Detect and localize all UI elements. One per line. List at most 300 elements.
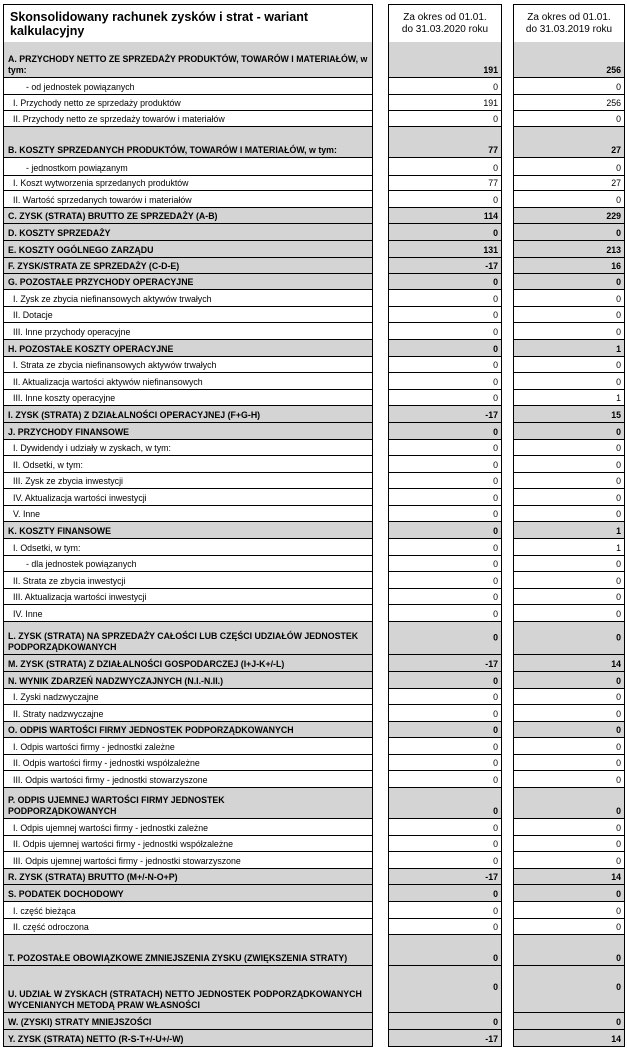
row-value-2019: 0 [616, 592, 621, 602]
row-value-2019: 0 [616, 228, 621, 238]
table-row [3, 274, 625, 290]
row-value-2020-cell [388, 1013, 502, 1030]
table-row [3, 755, 625, 771]
row-value-2019: 0 [616, 725, 621, 735]
row-value-2019: 0 [616, 856, 621, 866]
table-row [3, 158, 625, 176]
row-value-2019-cell [513, 224, 625, 241]
row-value-2020: 0 [493, 953, 498, 963]
header-period-2020 [388, 4, 502, 42]
table-row [3, 127, 625, 158]
row-label-cell [3, 78, 373, 95]
row-value-2019: 0 [616, 982, 621, 992]
row-value-2020: 0 [493, 839, 498, 849]
row-value-2019-cell [513, 819, 625, 836]
row-label-cell [3, 390, 373, 406]
row-label: L. ZYSK (STRATA) NA SPRZEDAŻY CAŁOŚCI LUB CZĘŚCI UDZIAŁÓW JEDNOSTEK PODPORZĄDKOWANYCH [8, 631, 359, 652]
row-value-2019-cell [513, 506, 625, 522]
row-value-2019-cell [513, 258, 625, 274]
row-value-2020-cell [388, 902, 502, 919]
row-label: K. KOSZTY FINANSOWE [8, 526, 111, 536]
row-label-cell [3, 522, 373, 539]
row-value-2019-cell [513, 390, 625, 406]
row-value-2020: 0 [493, 725, 498, 735]
row-value-2019-cell [513, 655, 625, 672]
row-value-2019-cell [513, 307, 625, 323]
row-value-2020-cell [388, 755, 502, 771]
row-value-2019-cell [513, 556, 625, 572]
row-value-2020: 0 [493, 823, 498, 833]
row-value-2020-cell [388, 241, 502, 258]
table-row [3, 556, 625, 572]
row-label-cell [3, 722, 373, 738]
row-label-cell [3, 176, 373, 191]
row-value-2019-cell [513, 935, 625, 966]
row-value-2020: 0 [493, 676, 498, 686]
row-value-2020: 0 [493, 377, 498, 387]
row-label: B. KOSZTY SPRZEDANYCH PRODUKTÓW, TOWARÓW I MATERIAŁÓW, w tym: [8, 145, 337, 155]
row-value-2019-cell [513, 42, 625, 78]
table-row [3, 622, 625, 655]
row-value-2019-cell [513, 473, 625, 489]
row-value-2020-cell [388, 274, 502, 290]
row-value-2020-cell [388, 919, 502, 935]
row-value-2019-cell [513, 1013, 625, 1030]
row-label: II. Strata ze zbycia inwestycji [13, 576, 126, 586]
header-title: Skonsolidowany rachunek zysków i strat - wariant kalkulacyjny [3, 4, 373, 42]
row-value-2019: 0 [616, 277, 621, 287]
row-value-2019-cell [513, 755, 625, 771]
row-value-2019: 14 [611, 659, 621, 669]
table-row [3, 1013, 625, 1030]
row-label: II. Odpis wartości firmy - jednostki współzależne [13, 758, 200, 768]
row-value-2020-cell [388, 572, 502, 589]
row-label-cell [3, 605, 373, 622]
row-label-cell [3, 885, 373, 902]
row-value-2020-cell [388, 622, 502, 655]
row-value-2019: 0 [616, 953, 621, 963]
table-header [3, 4, 625, 42]
row-label-cell [3, 622, 373, 655]
row-value-2020: 0 [493, 692, 498, 702]
row-label-cell [3, 672, 373, 689]
row-label-cell [3, 655, 373, 672]
row-value-2020-cell [388, 111, 502, 127]
row-label-cell [3, 340, 373, 357]
row-value-2020-cell [388, 258, 502, 274]
row-label-cell [3, 771, 373, 788]
row-label: III. Aktualizacja wartości inwestycji [13, 592, 147, 602]
row-label: O. ODPIS WARTOŚCI FIRMY JEDNOSTEK PODPORZĄDKOWANYCH [8, 725, 294, 735]
row-label: F. ZYSK/STRATA ZE SPRZEDAŻY (C-D-E) [8, 261, 180, 271]
row-label-cell [3, 406, 373, 423]
table-row [3, 852, 625, 869]
header-period-2020-text: Za okres od 01.01. do 31.03.2020 roku [401, 11, 489, 35]
row-value-2020: 0 [493, 163, 498, 173]
row-value-2020: 0 [493, 609, 498, 619]
row-value-2020-cell [388, 1030, 502, 1047]
row-label-cell [3, 1013, 373, 1030]
row-label: Y. ZYSK (STRATA) NETTO (R-S-T+/-U+/-W) [8, 1034, 184, 1044]
row-value-2020-cell [388, 655, 502, 672]
table-row [3, 788, 625, 819]
row-value-2020: 0 [493, 310, 498, 320]
row-value-2020: 0 [493, 493, 498, 503]
row-value-2019: 0 [616, 576, 621, 586]
table-row [3, 836, 625, 852]
row-value-2020-cell [388, 506, 502, 522]
table-row [3, 572, 625, 589]
row-value-2019-cell [513, 869, 625, 885]
row-value-2020-cell [388, 771, 502, 788]
row-label: D. KOSZTY SPRZEDAŻY [8, 228, 111, 238]
row-value-2020: 0 [493, 393, 498, 403]
row-value-2020-cell [388, 522, 502, 539]
row-value-2020-cell [388, 722, 502, 738]
row-label-cell [3, 902, 373, 919]
row-value-2020: 191 [483, 65, 498, 75]
table-row [3, 705, 625, 722]
row-value-2020: 0 [493, 982, 498, 992]
income-statement-table [3, 4, 625, 1047]
table-row [3, 258, 625, 274]
row-label: IV. Inne [13, 609, 43, 619]
row-value-2019-cell [513, 622, 625, 655]
table-row [3, 323, 625, 340]
row-value-2019-cell [513, 208, 625, 224]
row-value-2019: 1 [616, 526, 621, 536]
row-label: - dla jednostek powiązanych [26, 559, 137, 569]
table-row [3, 241, 625, 258]
row-value-2019-cell [513, 672, 625, 689]
table-row [3, 869, 625, 885]
row-value-2020-cell [388, 95, 502, 111]
row-value-2019: 0 [616, 327, 621, 337]
row-value-2019: 27 [611, 145, 621, 155]
table-row [3, 605, 625, 622]
row-value-2020: -17 [485, 261, 498, 271]
row-value-2020: -17 [485, 410, 498, 420]
table-row [3, 522, 625, 539]
table-row [3, 885, 625, 902]
row-label: III. Odpis ujemnej wartości firmy - jednostki stowarzyszone [13, 856, 241, 866]
row-label: II. Przychody netto ze sprzedaży towarów i materiałów [13, 114, 225, 124]
row-label-cell [3, 489, 373, 506]
row-value-2020: 0 [493, 294, 498, 304]
row-value-2019: 0 [616, 427, 621, 437]
row-label: R. ZYSK (STRATA) BRUTTO (M+/-N-O+P) [8, 872, 178, 882]
row-value-2020-cell [388, 935, 502, 966]
row-value-2019: 0 [616, 294, 621, 304]
row-value-2020: 0 [493, 922, 498, 932]
row-label: C. ZYSK (STRATA) BRUTTO ZE SPRZEDAŻY (A-B) [8, 211, 218, 221]
row-label-cell [3, 852, 373, 869]
row-value-2019: 14 [611, 872, 621, 882]
row-value-2020: 77 [488, 145, 498, 155]
row-value-2020: -17 [485, 872, 498, 882]
row-label: II. Straty nadzwyczajne [13, 709, 104, 719]
row-value-2020: 0 [493, 82, 498, 92]
row-value-2020-cell [388, 539, 502, 556]
row-value-2020: 0 [493, 709, 498, 719]
table-row [3, 539, 625, 556]
row-label-cell [3, 539, 373, 556]
row-label-cell [3, 589, 373, 605]
row-value-2019-cell [513, 605, 625, 622]
row-value-2020-cell [388, 836, 502, 852]
table-row [3, 919, 625, 935]
row-value-2019: 0 [616, 163, 621, 173]
row-label: W. (ZYSKI) STRATY MNIEJSZOŚCI [8, 1017, 152, 1027]
row-label-cell [3, 966, 373, 1013]
row-value-2019-cell [513, 340, 625, 357]
row-value-2019: 229 [606, 211, 621, 221]
table-row [3, 589, 625, 605]
row-value-2019: 0 [616, 493, 621, 503]
row-value-2020: -17 [485, 659, 498, 669]
row-label-cell [3, 456, 373, 473]
row-value-2020-cell [388, 323, 502, 340]
row-value-2020: 0 [493, 543, 498, 553]
row-value-2019: 0 [616, 632, 621, 643]
row-value-2019-cell [513, 406, 625, 423]
row-value-2019: 0 [616, 360, 621, 370]
row-value-2020: 0 [493, 592, 498, 602]
row-value-2020-cell [388, 819, 502, 836]
row-value-2019: 0 [616, 460, 621, 470]
row-value-2020: 0 [493, 1017, 498, 1027]
row-label: II. Odsetki, w tym: [13, 460, 83, 470]
header-period-2019 [513, 4, 625, 42]
row-value-2020-cell [388, 423, 502, 440]
row-label-cell [3, 224, 373, 241]
row-label: I. Zyski nadzwyczajne [13, 692, 99, 702]
row-value-2020: 131 [483, 245, 498, 255]
table-row [3, 935, 625, 966]
row-value-2019-cell [513, 572, 625, 589]
table-row [3, 738, 625, 755]
row-label-cell [3, 836, 373, 852]
row-value-2019: 14 [611, 1034, 621, 1044]
row-label-cell [3, 869, 373, 885]
row-value-2019-cell [513, 788, 625, 819]
row-value-2019-cell [513, 373, 625, 390]
row-value-2020: 0 [493, 327, 498, 337]
row-value-2020: 0 [493, 360, 498, 370]
row-label: N. WYNIK ZDARZEŃ NADZWYCZAJNYCH (N.I.-N.II.) [8, 676, 224, 686]
row-value-2019-cell [513, 323, 625, 340]
row-label-cell [3, 689, 373, 705]
row-value-2019: 0 [616, 823, 621, 833]
row-value-2019: 0 [616, 806, 621, 816]
row-label-cell [3, 258, 373, 274]
row-value-2019: 0 [616, 676, 621, 686]
table-row [3, 111, 625, 127]
row-value-2019-cell [513, 689, 625, 705]
row-value-2019-cell [513, 522, 625, 539]
table-row [3, 966, 625, 1013]
table-row [3, 290, 625, 307]
row-value-2020-cell [388, 738, 502, 755]
row-value-2020-cell [388, 788, 502, 819]
row-value-2020-cell [388, 473, 502, 489]
table-row [3, 191, 625, 208]
table-row [3, 406, 625, 423]
row-value-2020-cell [388, 605, 502, 622]
table-row [3, 902, 625, 919]
row-label: E. KOSZTY OGÓLNEGO ZARZĄDU [8, 245, 154, 255]
row-value-2019-cell [513, 902, 625, 919]
row-label: - jednostkom powiązanym [26, 163, 128, 173]
row-value-2019-cell [513, 357, 625, 373]
row-label-cell [3, 158, 373, 176]
row-value-2020: 114 [483, 211, 498, 221]
row-label-cell [3, 473, 373, 489]
row-value-2020-cell [388, 191, 502, 208]
row-label-cell [3, 274, 373, 290]
row-value-2020-cell [388, 176, 502, 191]
table-row [3, 689, 625, 705]
row-value-2019: 0 [616, 839, 621, 849]
row-value-2019: 0 [616, 709, 621, 719]
table-row [3, 307, 625, 323]
row-label: II. część odroczona [13, 922, 89, 932]
row-value-2019-cell [513, 95, 625, 111]
row-label-cell [3, 357, 373, 373]
row-value-2019: 213 [606, 245, 621, 255]
row-value-2020-cell [388, 290, 502, 307]
row-value-2020: 0 [493, 277, 498, 287]
row-label-cell [3, 572, 373, 589]
row-value-2019: 0 [616, 82, 621, 92]
row-value-2019: 0 [616, 609, 621, 619]
row-label: I. Strata ze zbycia niefinansowych aktywów trwałych [13, 360, 217, 370]
row-label-cell [3, 191, 373, 208]
row-value-2020: 0 [493, 775, 498, 785]
row-label-cell [3, 323, 373, 340]
row-value-2020-cell [388, 589, 502, 605]
row-label-cell [3, 307, 373, 323]
row-label-cell [3, 111, 373, 127]
row-value-2020: 0 [493, 806, 498, 816]
row-value-2020-cell [388, 705, 502, 722]
row-value-2020: 0 [493, 632, 498, 643]
table-row [3, 208, 625, 224]
row-value-2019: 0 [616, 509, 621, 519]
row-value-2019: 0 [616, 443, 621, 453]
row-value-2019: 0 [616, 377, 621, 387]
header-period-2019-text: Za okres od 01.01. do 31.03.2019 roku [525, 11, 613, 35]
row-value-2019-cell [513, 440, 625, 456]
row-value-2020-cell [388, 340, 502, 357]
row-value-2019-cell [513, 885, 625, 902]
row-value-2019: 0 [616, 692, 621, 702]
row-value-2019: 0 [616, 559, 621, 569]
row-label: M. ZYSK (STRATA) Z DZIAŁALNOŚCI GOSPODARCZEJ (I+J-K+/-L) [8, 659, 285, 669]
row-value-2020: 0 [493, 228, 498, 238]
row-label-cell [3, 95, 373, 111]
row-value-2019: 0 [616, 114, 621, 124]
row-value-2019-cell [513, 852, 625, 869]
row-label: S. PODATEK DOCHODOWY [8, 889, 124, 899]
table-row [3, 1030, 625, 1047]
table-row [3, 95, 625, 111]
row-value-2019-cell [513, 738, 625, 755]
row-label: III. Inne koszty operacyjne [13, 393, 116, 403]
row-value-2020-cell [388, 406, 502, 423]
row-value-2019: 0 [616, 1017, 621, 1027]
row-value-2020-cell [388, 556, 502, 572]
table-row [3, 819, 625, 836]
row-value-2020-cell [388, 78, 502, 95]
row-value-2019: 0 [616, 775, 621, 785]
row-value-2019-cell [513, 191, 625, 208]
row-value-2020: 0 [493, 526, 498, 536]
row-value-2019: 1 [616, 344, 621, 354]
row-value-2019-cell [513, 705, 625, 722]
row-value-2019: 0 [616, 758, 621, 768]
row-label-cell [3, 290, 373, 307]
row-value-2019: 256 [606, 65, 621, 75]
row-value-2019-cell [513, 919, 625, 935]
row-value-2020-cell [388, 456, 502, 473]
table-row [3, 440, 625, 456]
row-value-2019-cell [513, 1030, 625, 1047]
row-label-cell [3, 208, 373, 224]
table-row [3, 672, 625, 689]
row-value-2020: 0 [493, 195, 498, 205]
row-label: I. Zysk ze zbycia niefinansowych aktywów trwałych [13, 294, 212, 304]
table-row [3, 78, 625, 95]
row-value-2020: 0 [493, 889, 498, 899]
row-value-2019-cell [513, 456, 625, 473]
row-label: I. Dywidendy i udziały w zyskach, w tym: [13, 443, 171, 453]
row-value-2020: -17 [485, 1034, 498, 1044]
row-label: - od jednostek powiązanych [26, 82, 135, 92]
row-value-2020-cell [388, 357, 502, 373]
row-label: I. Odpis wartości firmy - jednostki zależne [13, 742, 175, 752]
row-label-cell [3, 423, 373, 440]
row-label: I. Odsetki, w tym: [13, 543, 81, 553]
row-label: II. Wartość sprzedanych towarów i materiałów [13, 195, 192, 205]
row-label: III. Inne przychody operacyjne [13, 327, 131, 337]
row-value-2020: 0 [493, 460, 498, 470]
row-value-2019-cell [513, 78, 625, 95]
row-value-2019-cell [513, 127, 625, 158]
row-label-cell [3, 241, 373, 258]
row-value-2020-cell [388, 307, 502, 323]
row-label-cell [3, 440, 373, 456]
table-row [3, 373, 625, 390]
row-value-2020: 0 [493, 576, 498, 586]
row-label: A. PRZYCHODY NETTO ZE SPRZEDAŻY PRODUKTÓW, TOWARÓW I MATERIAŁÓW, w tym: [8, 54, 368, 75]
row-value-2019-cell [513, 176, 625, 191]
row-value-2019-cell [513, 836, 625, 852]
row-value-2020: 0 [493, 906, 498, 916]
row-label-cell [3, 556, 373, 572]
row-label-cell [3, 506, 373, 522]
row-value-2020: 191 [483, 98, 498, 108]
row-label-cell [3, 819, 373, 836]
row-label: I. Koszt wytworzenia sprzedanych produktów [13, 178, 189, 188]
row-label-cell [3, 788, 373, 819]
row-value-2019: 0 [616, 195, 621, 205]
row-label: V. Inne [13, 509, 41, 519]
row-value-2020-cell [388, 966, 502, 1013]
row-value-2019: 0 [616, 922, 621, 932]
row-value-2019-cell [513, 423, 625, 440]
row-value-2019: 0 [616, 742, 621, 752]
